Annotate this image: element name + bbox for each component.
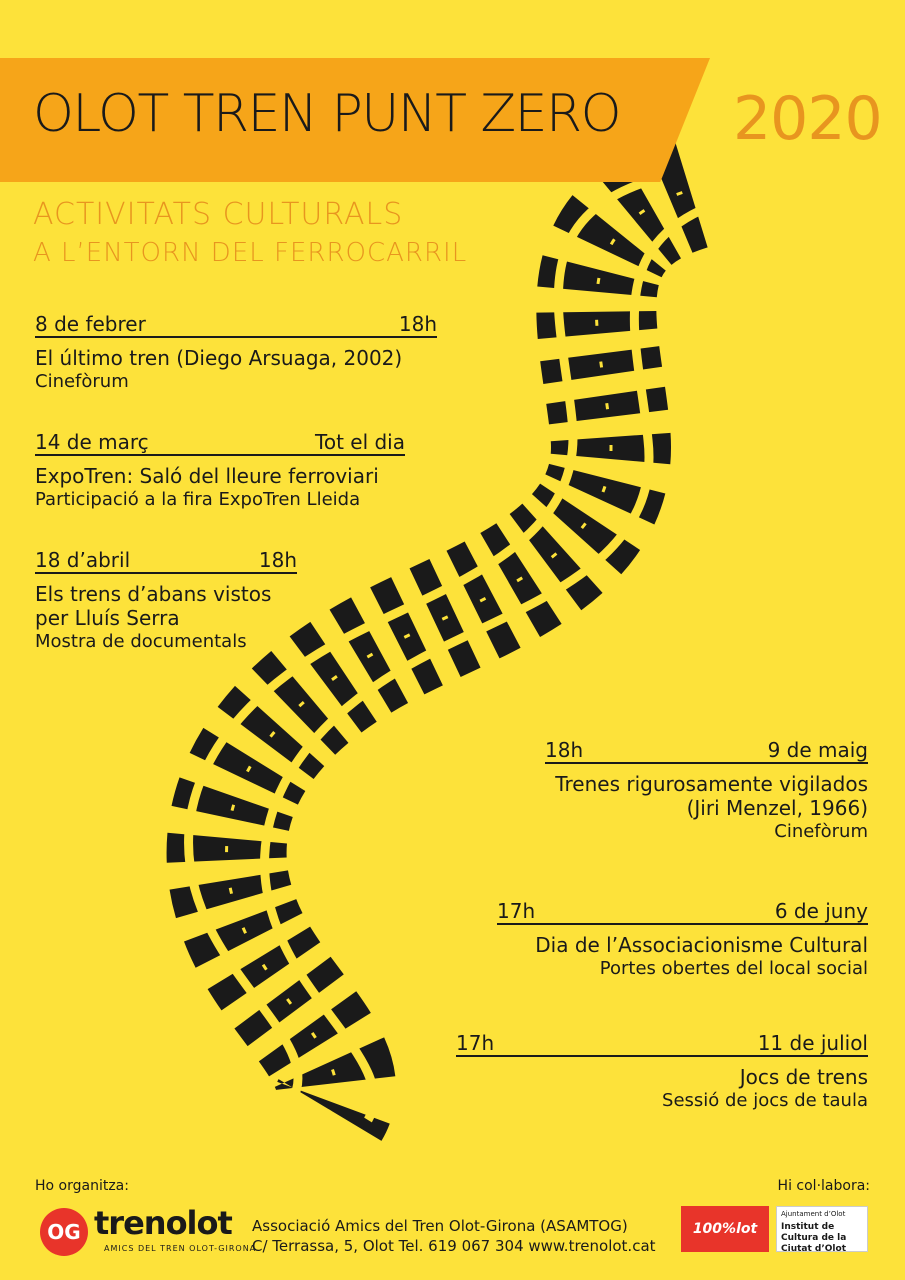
event-4 [545, 734, 868, 844]
event-credit: (Diego Arsuaga, 2002) [169, 346, 403, 370]
event-date: 18 d’abril [35, 548, 131, 572]
event-title [35, 346, 437, 370]
event-type: Cinefòrum [35, 371, 129, 392]
event-time: 17h [497, 899, 536, 923]
event-name: Jocs de trens [739, 1065, 868, 1089]
event-name-line-2: per Lluís Serra [35, 606, 180, 630]
event-type: Portes obertes del local social [599, 958, 868, 979]
sponsor-logo-top: Ajuntament d’Olot [781, 1210, 846, 1218]
event-time: Tot el dia [315, 430, 405, 454]
sponsor-logo-main: Institut de Cultura de la Ciutat d’Olot [781, 1222, 847, 1254]
collaborator-label: Hi col·labora: [777, 1178, 870, 1194]
event-time: 18h [398, 312, 437, 336]
event-type: Sessió de jocs de taula [662, 1090, 868, 1111]
event-time: 17h [456, 1031, 495, 1055]
trenolot-brand: trenolot [94, 1204, 232, 1242]
subtitle-line-2: A L’ENTORN DEL FERROCARRIL [33, 238, 468, 268]
sponsor-logo-institut [776, 1206, 868, 1252]
event-date: 14 de març [35, 430, 149, 454]
og-logo-icon: OG [40, 1208, 88, 1256]
event-date: 11 de juliol [757, 1031, 868, 1055]
event-name: Trenes rigurosamente vigilados [555, 772, 868, 796]
event-credit: (Jiri Menzel, 1966) [686, 796, 868, 820]
event-3 [35, 544, 297, 654]
event-name-line-1: Els trens d’abans vistos [35, 582, 272, 606]
event-name: Dia de l’Associacionisme Cultural [535, 933, 868, 957]
event-name: El último tren [35, 346, 170, 370]
subtitle-line-1: ACTIVITATS CULTURALS [33, 197, 404, 232]
event-5 [497, 895, 868, 981]
event-date: 9 de maig [767, 738, 868, 762]
event-header [545, 734, 868, 764]
footer [0, 1170, 905, 1280]
subtitle [33, 196, 467, 272]
year: 2020 [733, 84, 882, 154]
event-type: Participació a la fira ExpoTren Lleida [35, 489, 361, 510]
event-header [35, 544, 297, 574]
event-type: Cinefòrum [774, 821, 868, 842]
brand-tagline: AMICS DEL TREN OLOT-GIRONA [104, 1244, 257, 1253]
event-type: Mostra de documentals [35, 631, 247, 652]
event-header [35, 308, 437, 338]
sponsor-logo-100olot: 100%lot [681, 1206, 769, 1252]
event-header [456, 1027, 868, 1057]
event-date: 6 de juny [774, 899, 868, 923]
event-date: 8 de febrer [35, 312, 146, 336]
event-6 [456, 1027, 868, 1113]
association-contact: C/ Terrassa, 5, Olot Tel. 619 067 304 www.trenolot.cat [252, 1237, 656, 1255]
event-header [497, 895, 868, 925]
association-name: Associació Amics del Tren Olot-Girona (ASAMTOG) [252, 1217, 628, 1235]
association-info [252, 1216, 656, 1256]
page-title: OLOT TREN PUNT ZERO [33, 84, 621, 144]
event-header [35, 426, 405, 456]
event-name: ExpoTren: Saló del lleure ferroviari [35, 464, 379, 488]
organizer-label: Ho organitza: [35, 1178, 129, 1194]
event-time: 18h [258, 548, 297, 572]
event-2 [35, 426, 405, 512]
event-1 [35, 308, 437, 394]
event-time: 18h [545, 738, 584, 762]
